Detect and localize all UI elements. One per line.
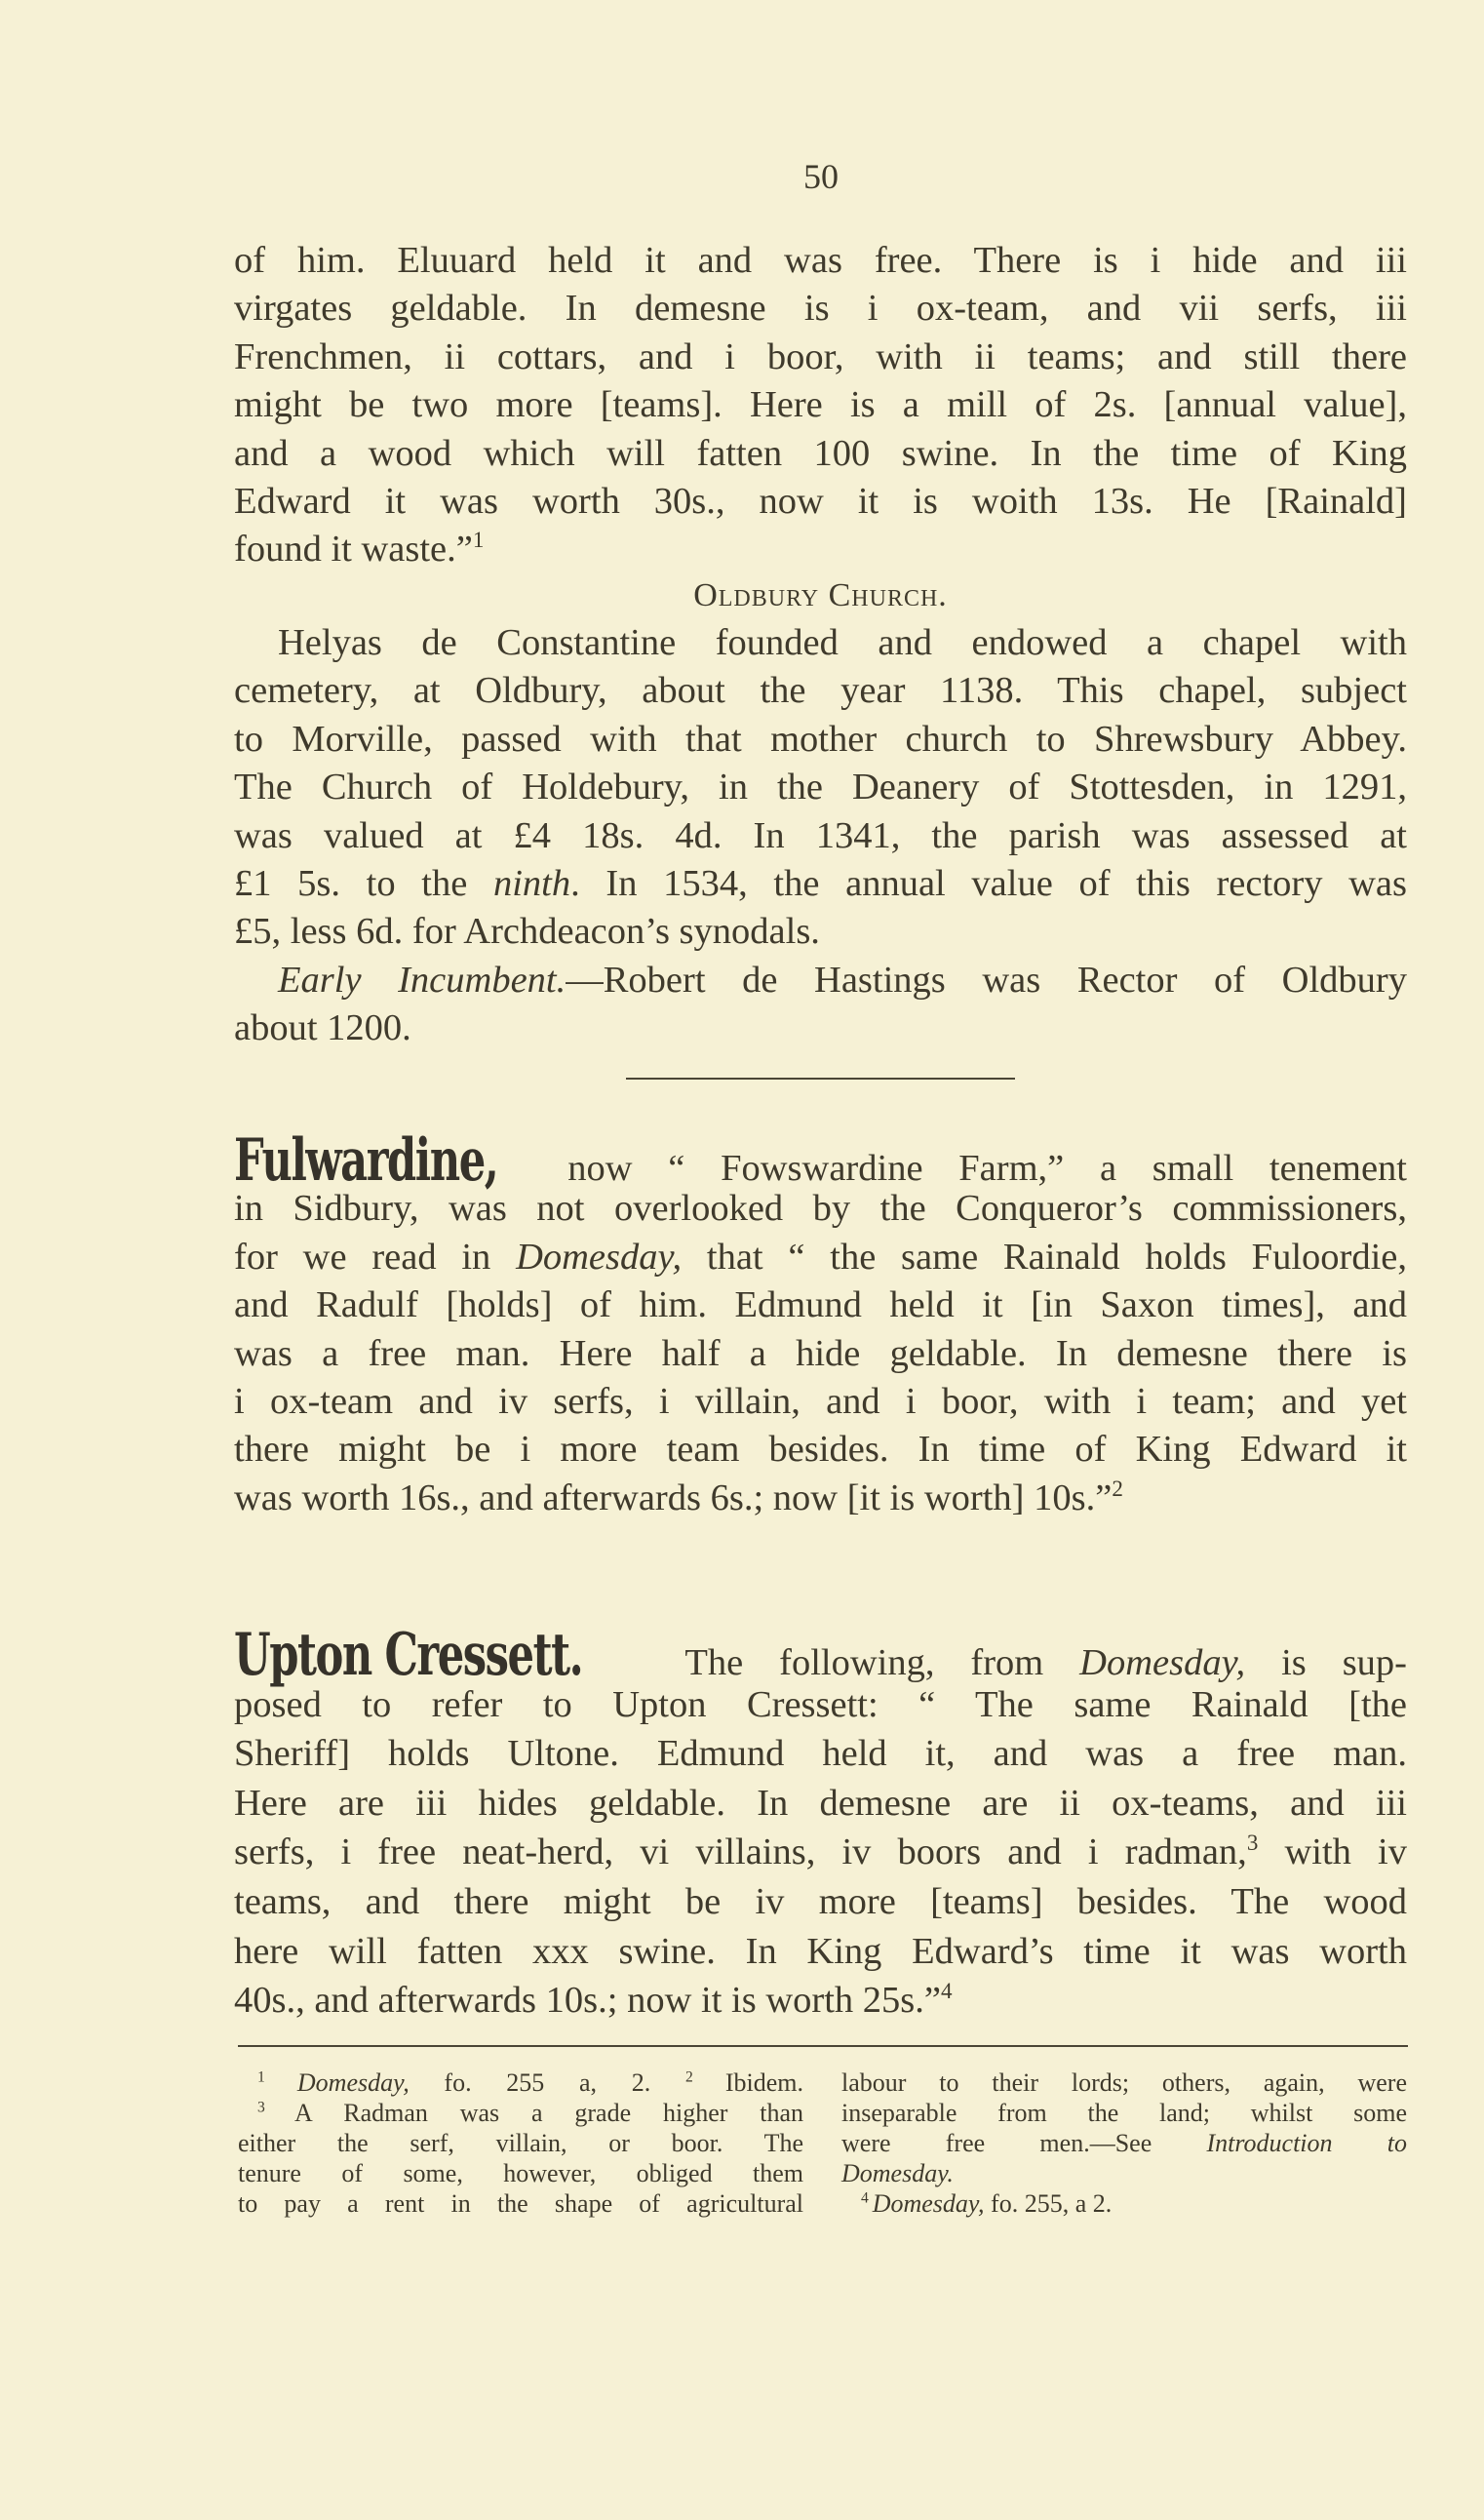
text-line [234,860,1407,908]
text-line [234,526,1407,573]
text-run: there might be i more team besides. In time of King Edward it [234,1429,1407,1471]
text-line [234,1330,1407,1378]
text-line [238,2128,803,2158]
text-run: cemetery, at Oldbury, about the year 1138. This chapel, subject [234,670,1407,712]
text-line [234,957,1407,1004]
text-run: of him. Eluuard held it and was free. There is i hide and iii [234,240,1407,281]
text-line [234,285,1407,333]
footnote-marker: 2 [1112,1475,1123,1501]
footnote-divider [238,2045,1408,2047]
text-run: inseparable from the land; whilst some [841,2099,1407,2127]
text-run: about 1200. [234,1007,411,1049]
paragraph-oldbury-church [234,619,1407,1053]
text-run: in Sidbury, was not overlooked by the Conqueror’s commissioners, [234,1188,1407,1230]
text-line [841,2128,1407,2158]
text-line [234,619,1407,667]
text-line [234,237,1407,285]
text-run: to Morville, passed with that mother church to Shrewsbury Abbey. [234,718,1407,760]
text-run: labour to their lords; others, again, were [841,2068,1407,2097]
text-run: is sup- [1245,1642,1407,1683]
text-line [234,1475,1407,1522]
text-run: 40s., and afterwards 10s.; now it is worth 25s.” [234,1980,941,2022]
page-number: 50 [803,157,839,196]
text-run: with iv [1258,1831,1407,1873]
text-line [234,1828,1407,1877]
text-run: —Robert de Hastings was Rector of Oldbury [566,959,1407,1001]
italic-text: Domesday, [516,1236,683,1278]
footnote-marker: 2 [684,2068,725,2086]
text-run: here will fatten xxx swine. In King Edward’s time it was worth [234,1930,1407,1972]
text-run: might be two more [teams]. Here is a mill of 2s. [annual value], [234,384,1407,426]
text-line [841,2158,1407,2188]
italic-text: Domesday. [841,2159,954,2187]
footnote-marker: 4 [940,1978,953,2004]
text-line [841,2067,1407,2098]
text-run: was worth 16s., and afterwards 6s.; now [it is worth] 10s.” [234,1477,1113,1518]
footnotes-left-column [238,2067,803,2219]
paragraph-fulwardine [234,1126,1407,1522]
text-run: were free men.—See [841,2129,1207,2157]
text-run: fo. 255, a 2. [984,2189,1113,2218]
text-run: £5, less 6d. for Archdeacon’s synodals. [234,911,820,953]
text-run: £1 5s. to the [234,862,493,904]
footnote-marker: 1 [257,2068,297,2086]
text-run: virgates geldable. In demesne is i ox-team, and vii serfs, iii [234,288,1407,330]
footnote-marker: 4 [861,2189,873,2207]
text-line [238,2098,803,2128]
text-line [234,1927,1407,1977]
text-line [234,1976,1407,2026]
text-run: to pay a rent in the shape of agricultural [238,2189,803,2218]
text-line [234,1004,1407,1052]
text-run: that “ the same Rainald holds Fuloordie, [682,1236,1407,1278]
text-run: was valued at £4 18s. 4d. In 1341, the parish was assessed at [234,814,1407,856]
text-run: either the serf, villain, or boor. The [238,2129,803,2157]
text-line [238,2067,803,2098]
text-run: . In 1534, the annual value of this rectory was [570,862,1408,904]
text-run: i ox-team and iv serfs, i villain, and i boor, with i team; and yet [234,1380,1407,1422]
text-line [234,1621,1407,1689]
footnotes-right-column [841,2067,1407,2219]
text-line [841,2098,1407,2128]
blackletter-heading: Fulwardine, [234,1126,498,1195]
text-line [234,1378,1407,1426]
text-run: Helyas de Constantine founded and endowed a chapel with [278,622,1407,663]
text-line [234,1779,1407,1829]
text-run: Ibidem. [724,2068,803,2097]
text-run: Frenchmen, ii cottars, and i boor, with ii teams; and still there [234,335,1407,377]
footnote-marker: 3 [257,2099,295,2116]
paragraph-domesday-oldbury [234,237,1407,574]
text-line [234,1426,1407,1474]
text-line [234,908,1407,956]
text-run: tenure of some, however, obliged them [238,2159,803,2187]
text-line [234,381,1407,429]
text-run: The Church of Holdebury, in the Deanery of Stottesden, in 1291, [234,767,1407,808]
footnote-marker: 1 [472,527,485,553]
text-line [234,764,1407,811]
text-run: teams, and there might be iv more [teams] besides. The wood [234,1880,1407,1922]
text-line [234,334,1407,381]
text-line [238,2158,803,2188]
text-line [238,2188,803,2219]
text-line [841,2188,1407,2219]
italic-text: ninth [492,862,571,904]
text-line [234,1126,1407,1195]
footnote-marker: 3 [1246,1830,1259,1856]
text-run: The following, from [649,1642,1080,1683]
text-run: Edward it was worth 30s., now it is woith 13s. He [Rainald] [234,480,1407,522]
text-line [234,478,1407,526]
text-run: was a free man. Here half a hide geldable. In demesne there is [234,1332,1407,1374]
text-run: found it waste.” [234,529,473,571]
text-run: and Radulf [holds] of him. Edmund held it [in Saxon times], and [234,1284,1407,1326]
text-line [234,667,1407,715]
text-run: serfs, i free neat-herd, vi villains, iv boors and i radman, [234,1831,1247,1873]
text-run: now “ Fowswardine Farm,” a small tenement [531,1148,1407,1189]
text-line [234,812,1407,860]
text-run: fo. 255 a, 2. [409,2068,685,2097]
text-line [234,1729,1407,1779]
paragraph-upton-cressett [234,1621,1407,2026]
section-heading-oldbury-church: Oldbury Church. [693,577,948,613]
text-line [234,1281,1407,1329]
italic-text: Domesday, [296,2068,410,2097]
section-divider [626,1078,1015,1080]
text-run: for we read in [234,1236,517,1278]
text-line [234,1234,1407,1281]
text-run: Sheriff] holds Ultone. Edmund held it, and was a free man. [234,1733,1407,1775]
blackletter-heading: Upton Cressett. [234,1621,583,1689]
text-line [234,716,1407,764]
text-line [234,430,1407,478]
italic-text: Domesday, [872,2189,985,2218]
text-line [234,1877,1407,1927]
text-run: A Radman was a grade higher than [294,2099,803,2127]
italic-text: Introduction to [1206,2129,1408,2157]
text-run: and a wood which will fatten 100 swine. In the time of King [234,432,1407,474]
italic-text: Domesday, [1079,1642,1246,1683]
italic-text: Early Incumbent. [278,959,566,1001]
text-run: posed to refer to Upton Cressett: “ The same Rainald [the [234,1683,1407,1725]
text-run: Here are iii hides geldable. In demesne are ii ox-teams, and iii [234,1782,1407,1824]
